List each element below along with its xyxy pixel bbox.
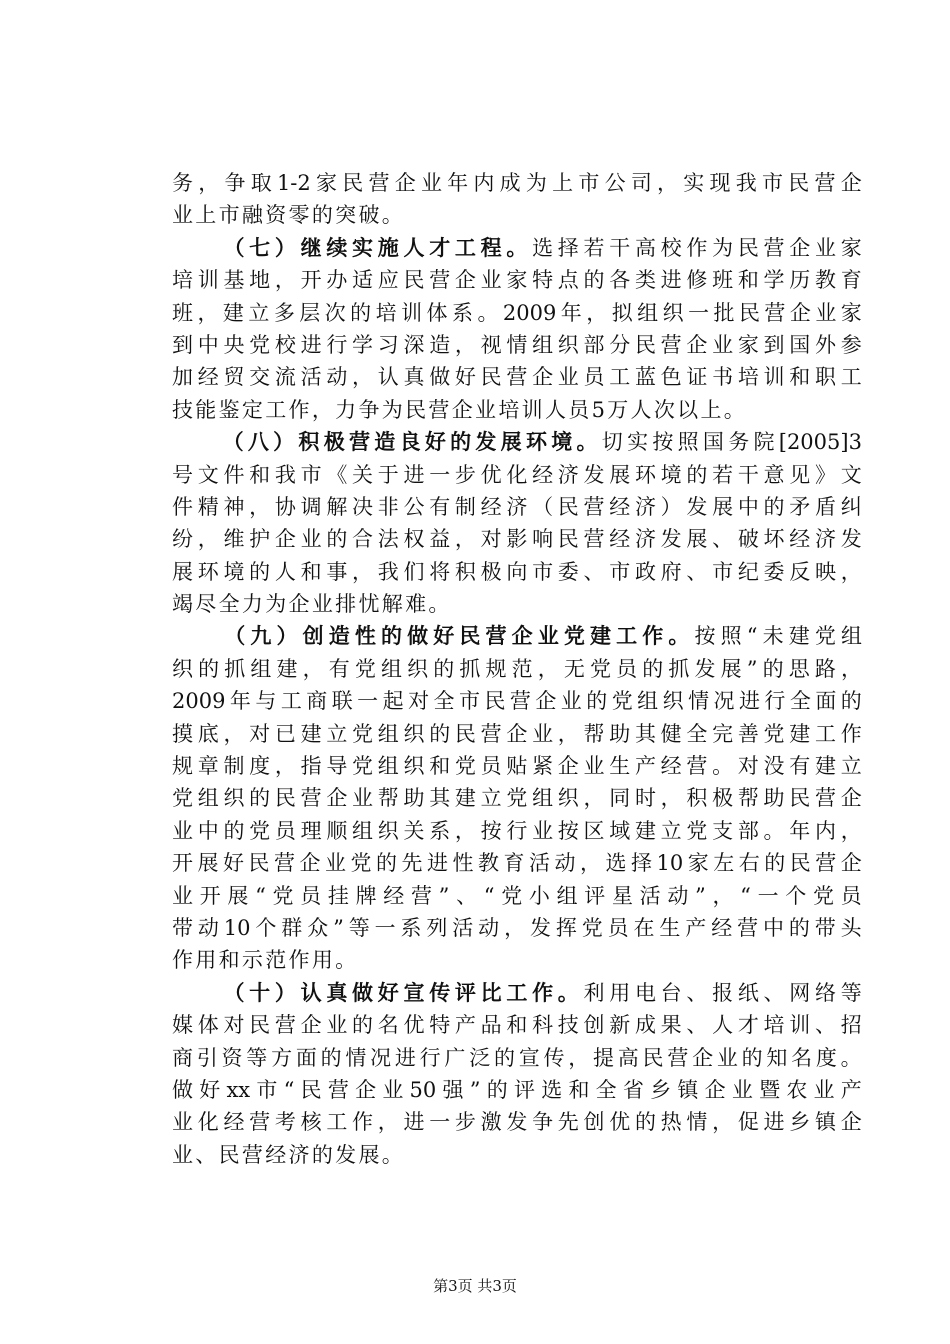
text-line: 商 引 资 等 方 面 的 情 况 进 行 广 泛 的 宣 传 ， 提 高 民 营 企 业 的 知 名 度 。: [172, 1045, 862, 1070]
text-line: 务 ， 争 取 1-2 家 民 营 企 业 年 内 成 为 上 市 公 司 ， 实 现 我 市 民 营 企: [172, 171, 862, 195]
text-line: 摸 底 ， 对 已 建 立 党 组 织 的 民 营 企 业 ， 帮 助 其 健 全 完 善 党 建 工 作: [172, 721, 862, 746]
text-line: [172, 1139, 862, 1171]
text-line: 党 组 织 的 民 营 企 业 帮 助 其 建 立 党 组 织 ， 同 时 ， 积 极 帮 助 民 营 企: [172, 786, 862, 811]
text-line: [172, 199, 862, 231]
text-line: 织 的 抓 组 建 ， 有 党 组 织 的 抓 规 范 ， 无 党 员 的 抓 发 展 ” 的 思 路 ，: [172, 656, 862, 681]
text-run: 技能鉴定工作，力争为民营企业培训人员5万人次以上。: [172, 397, 748, 422]
paragraph: [172, 167, 862, 232]
text-line: [172, 394, 862, 426]
text-line: 业 开 展 “ 党 员 挂 牌 经 营 ” 、 “ 党 小 组 评 星 活 动 ” ， “ 一 个 党 员: [172, 883, 862, 908]
text-line: （ 九 ） 创 造 性 的 做 好 民 营 企 业 党 建 工 作 。 按 照 “ 未 建 党 组: [224, 623, 862, 649]
text-line: 做 好 xx 市 “ 民 营 企 业 50 强 ” 的 评 选 和 全 省 乡 镇 企 业 暨 农 业 产: [172, 1077, 862, 1102]
text-line: [172, 588, 862, 620]
text-run: 竭尽全力为企业排忧解难。: [172, 592, 452, 617]
text-line: 媒 体 对 民 营 企 业 的 名 优 特 产 品 和 科 技 创 新 成 果 、 人 才 培 训 、 招: [172, 1013, 862, 1038]
text-run: 业上市融资零的突破。: [172, 203, 406, 228]
paragraph: [172, 232, 862, 426]
paragraph: [172, 426, 862, 620]
text-line: 规 章 制 度 ， 指 导 党 组 织 和 党 员 贴 紧 企 业 生 产 经 营 。 对 没 有 建 立: [172, 754, 862, 779]
text-line: （ 八 ） 积 极 营 造 良 好 的 发 展 环 境 。 切 实 按 照 国 务 院 [2005]3: [222, 429, 862, 455]
text-line: 开 展 好 民 营 企 业 党 的 先 进 性 教 育 活 动 ， 选 择 10 家 左 右 的 民 营 企: [172, 851, 862, 876]
document-body: [172, 167, 862, 1171]
text-line: 带 动 10 个 群 众 ” 等 一 系 列 活 动 ， 发 挥 党 员 在 生 产 经 营 中 的 带 头: [172, 915, 862, 940]
text-line: 业 化 经 营 考 核 工 作 ， 进 一 步 激 发 争 先 创 优 的 热 情 ， 促 进 乡 镇 企: [172, 1110, 862, 1135]
text-line: [172, 944, 862, 976]
text-line: 纷 ， 维 护 企 业 的 合 法 权 益 ， 对 影 响 民 营 经 济 发 展 、 破 坏 经 济 发: [172, 527, 862, 552]
text-line: 2009 年 与 工 商 联 一 起 对 全 市 民 营 企 业 的 党 组 织 情 况 进 行 全 面 的: [172, 689, 862, 714]
text-line: 培 训 基 地 ， 开 办 适 应 民 营 企 业 家 特 点 的 各 类 进 修 班 和 学 历 教 育: [172, 268, 862, 293]
text-line: （ 十 ） 认 真 做 好 宣 传 评 比 工 作 。 利 用 电 台 、 报 纸 、 网 络 等: [223, 979, 862, 1005]
text-run: 业、民营经济的发展。: [172, 1142, 406, 1167]
text-line: 业 中 的 党 员 理 顺 组 织 关 系 ， 按 行 业 按 区 域 建 立 党 支 部 。 年 内 ，: [172, 818, 862, 843]
text-line: 件 精 神 ， 协 调 解 决 非 公 有 制 经 济 （ 民 营 经 济 ） 发 展 中 的 矛 盾 纠: [172, 494, 862, 519]
text-line: 展 环 境 的 人 和 事 ， 我 们 将 积 极 向 市 委 、 市 政 府 、 市 纪 委 反 映 ，: [172, 559, 862, 584]
text-run: 作用和示范作用。: [172, 948, 359, 973]
paragraph: [172, 620, 862, 976]
text-line: 班 ， 建 立 多 层 次 的 培 训 体 系 。 2009 年 ， 拟 组 织 一 批 民 营 企 业 家: [172, 300, 862, 325]
text-line: 加 经 贸 交 流 活 动 ， 认 真 做 好 民 营 企 业 员 工 蓝 色 证 书 培 训 和 职 工: [172, 365, 862, 390]
text-line: 到 中 央 党 校 进 行 学 习 深 造 ， 视 情 组 织 部 分 民 营 企 业 家 到 国 外 参: [172, 332, 862, 357]
paragraph: [172, 977, 862, 1171]
text-line: （ 七 ） 继 续 实 施 人 才 工 程 。 选 择 若 干 高 校 作 为 民 营 企 业 家: [223, 234, 862, 260]
page-footer: 第3页 共3页: [433, 1277, 517, 1295]
text-line: 号 文 件 和 我 市 《 关 于 进 一 步 优 化 经 济 发 展 环 境 的 若 干 意 见 》 文: [172, 462, 862, 487]
